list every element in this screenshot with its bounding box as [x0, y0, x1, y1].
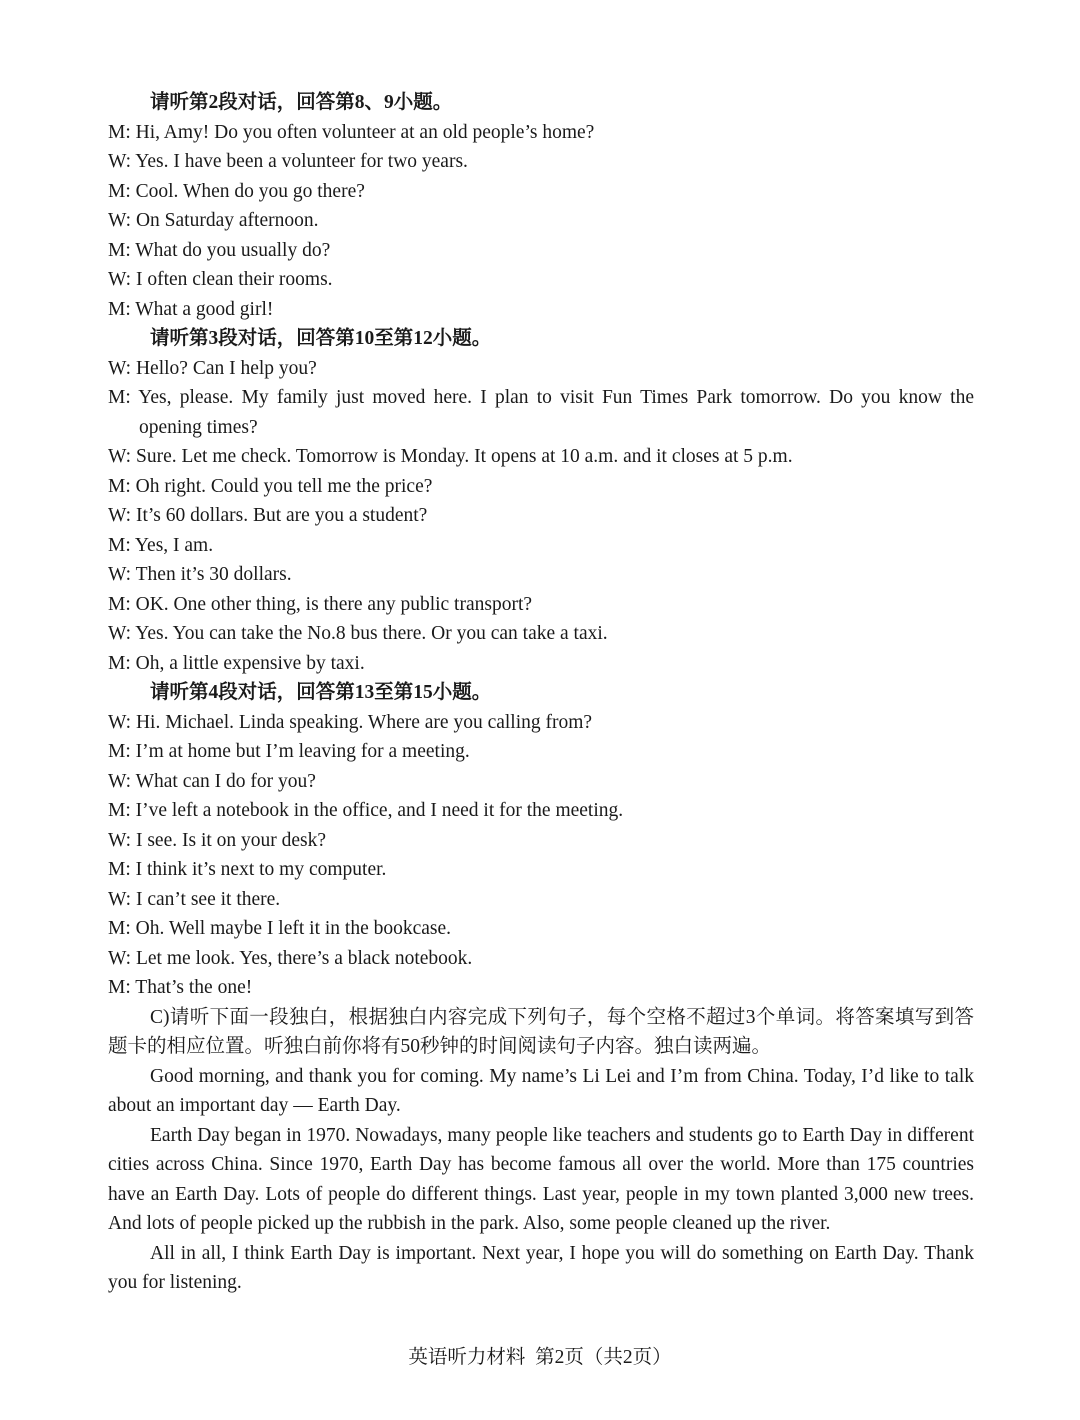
monologue-instruction: C)请听下面一段独白，根据独白内容完成下列句子，每个空格不超过3个单词。将答案填写到答题卡的相应位置。听独白前你将有50秒钟的时间阅读句子内容。独白读两遍。 — [108, 1006, 974, 1057]
dialogue-line: M: Oh right. Could you tell me the price? — [108, 475, 433, 497]
dialogue-line: W: I can’t see it there. — [108, 888, 281, 910]
dialogue-line: W: It’s 60 dollars. But are you a student? — [108, 505, 428, 526]
monologue-paragraph: Earth Day began in 1970. Nowadays, many people like teachers and students go to Earth Day in different cities across China. Since 1970, Earth Day has become famous all over the world. More than 175 countries have an Earth Day. Lots of people do different things. Last year, people in my town planted 3,000 new trees. And lots of people picked up the rubbish in the park. Also, some people cleaned up the river. — [108, 1124, 974, 1234]
dialogue-line: W: I see. Is it on your desk? — [108, 829, 327, 851]
dialogue-line: M: OK. One other thing, is there any public transport? — [108, 593, 533, 615]
dialogue-line: M: I think it’s next to my computer. — [108, 859, 387, 880]
dialogue-line: W: Yes. I have been a volunteer for two years. — [108, 151, 468, 172]
dialogue-line: W: What can I do for you? — [108, 770, 316, 792]
section-3-heading: 请听第3段对话，回答第10至第12小题。 — [150, 328, 492, 349]
section-4-heading: 请听第4段对话，回答第13至第15小题。 — [150, 682, 492, 703]
dialogue-line: W: Hello? Can I help you? — [108, 357, 317, 379]
dialogue-line: M: That’s the one! — [108, 977, 253, 998]
dialogue-line: M: What do you usually do? — [108, 239, 331, 261]
dialogue-line: M: I’ve left a notebook in the office, and I need it for the meeting. — [108, 800, 624, 821]
listening-transcript — [108, 88, 974, 1298]
dialogue-line: W: On Saturday afternoon. — [108, 210, 319, 231]
dialogue-line: W: Hi. Michael. Linda speaking. Where are you calling from? — [108, 711, 593, 733]
dialogue-line: M: Oh, a little expensive by taxi. — [108, 652, 365, 674]
dialogue-line: W: Then it’s 30 dollars. — [108, 564, 292, 585]
dialogue-line: M: I’m at home but I’m leaving for a meeting. — [108, 741, 470, 762]
dialogue-line: M: Yes, please. My family just moved here. I plan to visit Fun Times Park tomorrow. Do you know the opening times? — [108, 387, 974, 438]
dialogue-line: M: Yes, I am. — [108, 534, 214, 556]
dialogue-line: M: Oh. Well maybe I left it in the bookcase. — [108, 918, 452, 939]
dialogue-line: M: What a good girl! — [108, 298, 274, 320]
monologue-paragraph: All in all, I think Earth Day is important. Next year, I hope you will do something on Earth Day. Thank you for listening. — [108, 1242, 974, 1293]
dialogue-line: W: Sure. Let me check. Tomorrow is Monday. It opens at 10 a.m. and it closes at 5 p.m. — [108, 446, 793, 467]
page-footer: 英语听力材料 第2页（共2页） — [408, 1347, 672, 1368]
section-2-heading: 请听第2段对话，回答第8、9小题。 — [150, 92, 453, 113]
dialogue-line: M: Cool. When do you go there? — [108, 180, 365, 202]
dialogue-line: W: Yes. You can take the No.8 bus there. Or you can take a taxi. — [108, 623, 608, 644]
dialogue-line: M: Hi, Amy! Do you often volunteer at an old people’s home? — [108, 121, 595, 143]
monologue-paragraph: Good morning, and thank you for coming. My name’s Li Lei and I’m from China. Today, I’d like to talk about an important day — Earth Day. — [108, 1065, 974, 1116]
dialogue-line: W: Let me look. Yes, there’s a black notebook. — [108, 947, 473, 969]
dialogue-line: W: I often clean their rooms. — [108, 269, 333, 290]
